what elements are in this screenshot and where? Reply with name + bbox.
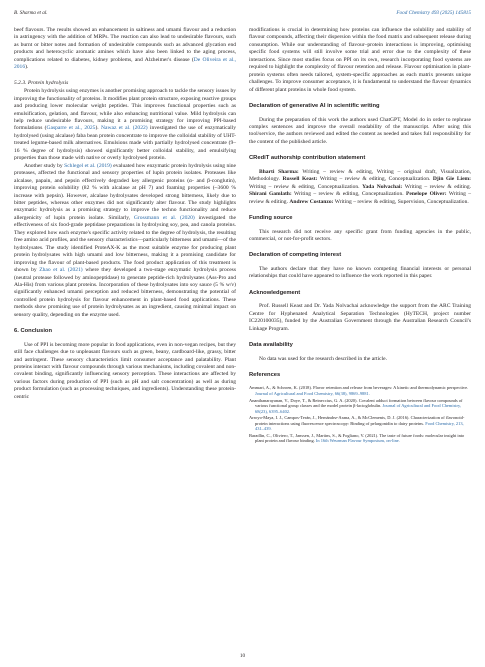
paragraph-acknowledgement: Prof. Russell Keast and Dr. Yada Nolvachai acknowledge the support from the ARC Training Centre for Hyphenated Analytical Separation Technologies (HyTECH, project number IC220100035), funded by the Australian Government through the Australian Research Council's Linkage Program. bbox=[249, 303, 471, 332]
citation-link[interactable]: De Oliveira et al., 2016 bbox=[14, 56, 236, 71]
paragraph-intro: beef flavours. The results showed an enhancement in saltiness and umami flavour and a reduction in astringency with the addition of MRPs. The reaction can also lead to undesirable flavours, such as burnt or bitter notes and formation of undesirable compounds such as advanced glycation end products and heterocyclic aromatic amines which have also been linked to the aging process, complications related to diabetes, kidney problems, and Alzheimer's disease (De Oliveira et al., 2016). bbox=[14, 27, 236, 71]
paragraph-hydrolysis-2: Another study by Schlegel et al. (2019) evaluated how enzymatic protein hydrolysis using nine proteases, affected the functional and sensory properties of lupin protein isolates. Proteases like alcalase, papain, and pepsin effectively degraded key allergenic proteins (α- and β-conglutin), improving protein solubility (82 % with alcalase at pH 7) and foaming properties (~3600 % increase with pepsin). However, alcalase hydrolysates developed strong bitterness, likely due to bitter peptides, whereas other enzymes did not significantly alter flavour. The study highlights enzymatic hydrolysis as a promising strategy to improve the techno functionality and reduce allergenicity of lupin protein isolate. Similarly, Grossmann et al. (2020) investigated the effectiveness of six food-grade peptidase preparations in hydrolysing soy, pea, and canola proteins. They explored how each enzyme's specific activity related to the degree of hydrolysis, the resulting free amino acid profiles, and the sensory characteristics—particularly bitterness and umami—of the hydrolysates. The study identified ProteAX-K as the most suitable enzyme for producing plant protein hydrolysates with high umami and low bitterness, making it a promising candidate for improving the flavour of plant-based products. The food product application of this treatment is shown by Zhao et al. (2021) where they developed a two-stage enzymatic hydrolysis process (neutral protease followed by aminopeptidase) to generate peptide-rich hydrolysates (Ass-Pro and Ala-His) from various plant proteins. Incorporation of these hydrolysates into soy sauce (5 % w/v) significantly enhanced umami perception and reduced bitterness, demonstrating the potential of controlled protein hydrolysis for flavour enhancement in plant-based food applications. These methods show promising use of protein hydrolysates as an ingredient, causing minimal impact on sensory quality, depending on the enzyme used. bbox=[14, 162, 236, 318]
reference-item[interactable]: Arroyo-Maya, I. J., Campos-Terán, J., Hernández-Arana, A., & McClements, D. J. (2016). Characterization of flavonoid-protein interactions using fluorescence spectroscopy: Binding of pelargonidin to dairy proteins. Food Chemistry, 213, 431–439. bbox=[249, 415, 465, 432]
citation-link[interactable]: Schlegel et al. (2019) bbox=[64, 162, 112, 169]
paragraph-funding: This research did not receive any specific grant from funding agencies in the public, commercial, or not-for-profit sectors. bbox=[249, 228, 471, 242]
citation-link[interactable]: Gasparre et al., 2025 bbox=[46, 125, 96, 132]
left-column bbox=[14, 27, 236, 401]
citation-link[interactable]: Grossmann et al. (2020) bbox=[133, 214, 195, 221]
page-number: 10 bbox=[239, 653, 246, 659]
paragraph-interest: The authors declare that they have no known competing financial interests or personal relationships that could have appeared to influence the work reported in this paper. bbox=[249, 265, 471, 280]
paragraph-data: No data was used for the research described in the article. bbox=[259, 355, 387, 362]
header-journal-link[interactable]: Food Chemistry 493 (2025) 145815 bbox=[396, 10, 471, 16]
citation-link[interactable]: Nawaz et al. (2022) bbox=[101, 125, 148, 132]
header-authors: B. Sharma et al. bbox=[14, 10, 48, 16]
reference-item[interactable]: Ammari, A., & Schroen, K. (2018). Flavor retention and release from beverages: A kinetic and thermodynamic perspective. Journal of Agricultural and Food Chemistry, 66(38), 9869–9881. bbox=[249, 385, 469, 396]
paragraph-conclusion: Use of PPI is becoming more popular in food applications, even in non-vegan recipes, but they still face challenges due to unpleasant flavours such as green, beany, cardboard-like, grassy, bitter and astringent. These sensory characteristics limit consumer acceptance and palatability. Plant proteins interact with flavour compounds through various mechanisms, including covalent and non-covalent binding, significantly influencing sensory perception. These interactions are affected by various factors during production of PPI (such as pH and salt concentration) as well as during product formulation (such as processing techniques, and ingredients). Understanding these protein-centric bbox=[14, 341, 236, 400]
paragraph-hydrolysis-1: Protein hydrolysis using enzymes is another promising approach to tackle the sensory issues by improving the functionality of proteins. It modifies plant protein structure, exposing reactive groups and producing lower molecular weight peptides. This improves functional properties such as emulsification, gelation, and flavour, while also enhancing nutritional value. Mild hydrolysis can help reduce undesirable flavours, making it a promising strategy for improving PPI-based formulations (Gasparre et al., 2025). Nawaz et al. (2022) investigated the use of enzymatically hydrolysed (using alcalase) faba bean protein concentrate to improve the colloidal stability of UHT-treated legume-based milk alternatives. Emulsions made with partially hydrolysed concentrate (9–16 % degree of hydrolysis) showed significantly better colloidal stability, and emulsifying properties than those made with native or overly hydrolysed protein. bbox=[14, 88, 236, 162]
section-heading-funding: Funding source bbox=[249, 215, 293, 222]
running-header bbox=[14, 10, 471, 20]
section-heading-interest: Declaration of competing interest bbox=[249, 252, 342, 259]
citation-link[interactable]: Zhao et al. (2021) bbox=[39, 267, 83, 274]
reference-list bbox=[249, 385, 471, 443]
section-heading-acknowledgement: Acknowledgement bbox=[249, 289, 301, 296]
reference-item[interactable]: Baradlin, C., Oliviero, T., Janssen, J., Martins, S., & Fogliano, V. (2021). The taste of future foods: molecular insight into plant protein and flavour binding. In 16th Weurman Flavour Symposium, on-line. bbox=[249, 432, 465, 444]
right-column bbox=[249, 27, 471, 445]
section-heading-ai: Declaration of generative AI in scientific writing bbox=[249, 103, 380, 110]
paragraph-credit: Bharti Sharma: Writing – review & editing, Writing – original draft, Visualization, Methodology. Russell Keast: Writing – review & editing, Conceptualization. Djin Gie Liem: Writing – review & editing, Conceptualization. Yada Nolvachai: Writing – review & editing. Shirani Gamlath: Writing – review & editing, Conceptualization. Penelope Oliver: Writing – review & editing. Andrew Costanzo: Writing – review & editing, Supervision, Conceptualization. bbox=[249, 168, 472, 205]
section-heading-data: Data availability bbox=[249, 342, 293, 349]
section-heading-credit: CRediT authorship contribution statement bbox=[249, 155, 366, 162]
paragraph-conclusion-cont: modifications is crucial in determining how proteins can influence the solubility and stability of flavour compounds, affecting their dispersion within the food matrix and subsequent release during consumption. While our understanding of flavour–protein interactions is improving, optimising specific food systems will still involve some trial and error due to the complexity of these interactions. Since most studies focus on PPI on its own, research incorporating food systems are required to highlight the complexity of flavour retention and release. Flavour optimisation in plant-protein systems often needs tailored, system-specific approaches as each matrix presents unique challenges. To improve consumer acceptance, it is fundamental to understand the flavour dynamics of different plant proteins in whole food system. bbox=[249, 27, 471, 93]
subsection-title: 5.2.3. Protein hydrolysis bbox=[14, 79, 69, 86]
section-heading-references: References bbox=[249, 371, 281, 378]
section-heading-conclusion: 6. Conclusion bbox=[14, 328, 53, 335]
paragraph-ai: During the preparation of this work the authors used ChatGPT, Model 4o in order to rephrase complex sentences and improve the overall readability of the manuscript. After using this tool/service, the authors reviewed and edited the content as needed and takes full responsibility for the content of the published article. bbox=[249, 116, 471, 145]
reference-item[interactable]: Ananthanarayanan, V., Doye, T., & Reineccius, G. A. (2020). Covalent adduct formation between flavour compounds of various functional group classes and the model protein β-lactoglobulin. Journal of Agricultural and Food Chemistry, 68(23), 6395–6402. bbox=[249, 397, 463, 414]
